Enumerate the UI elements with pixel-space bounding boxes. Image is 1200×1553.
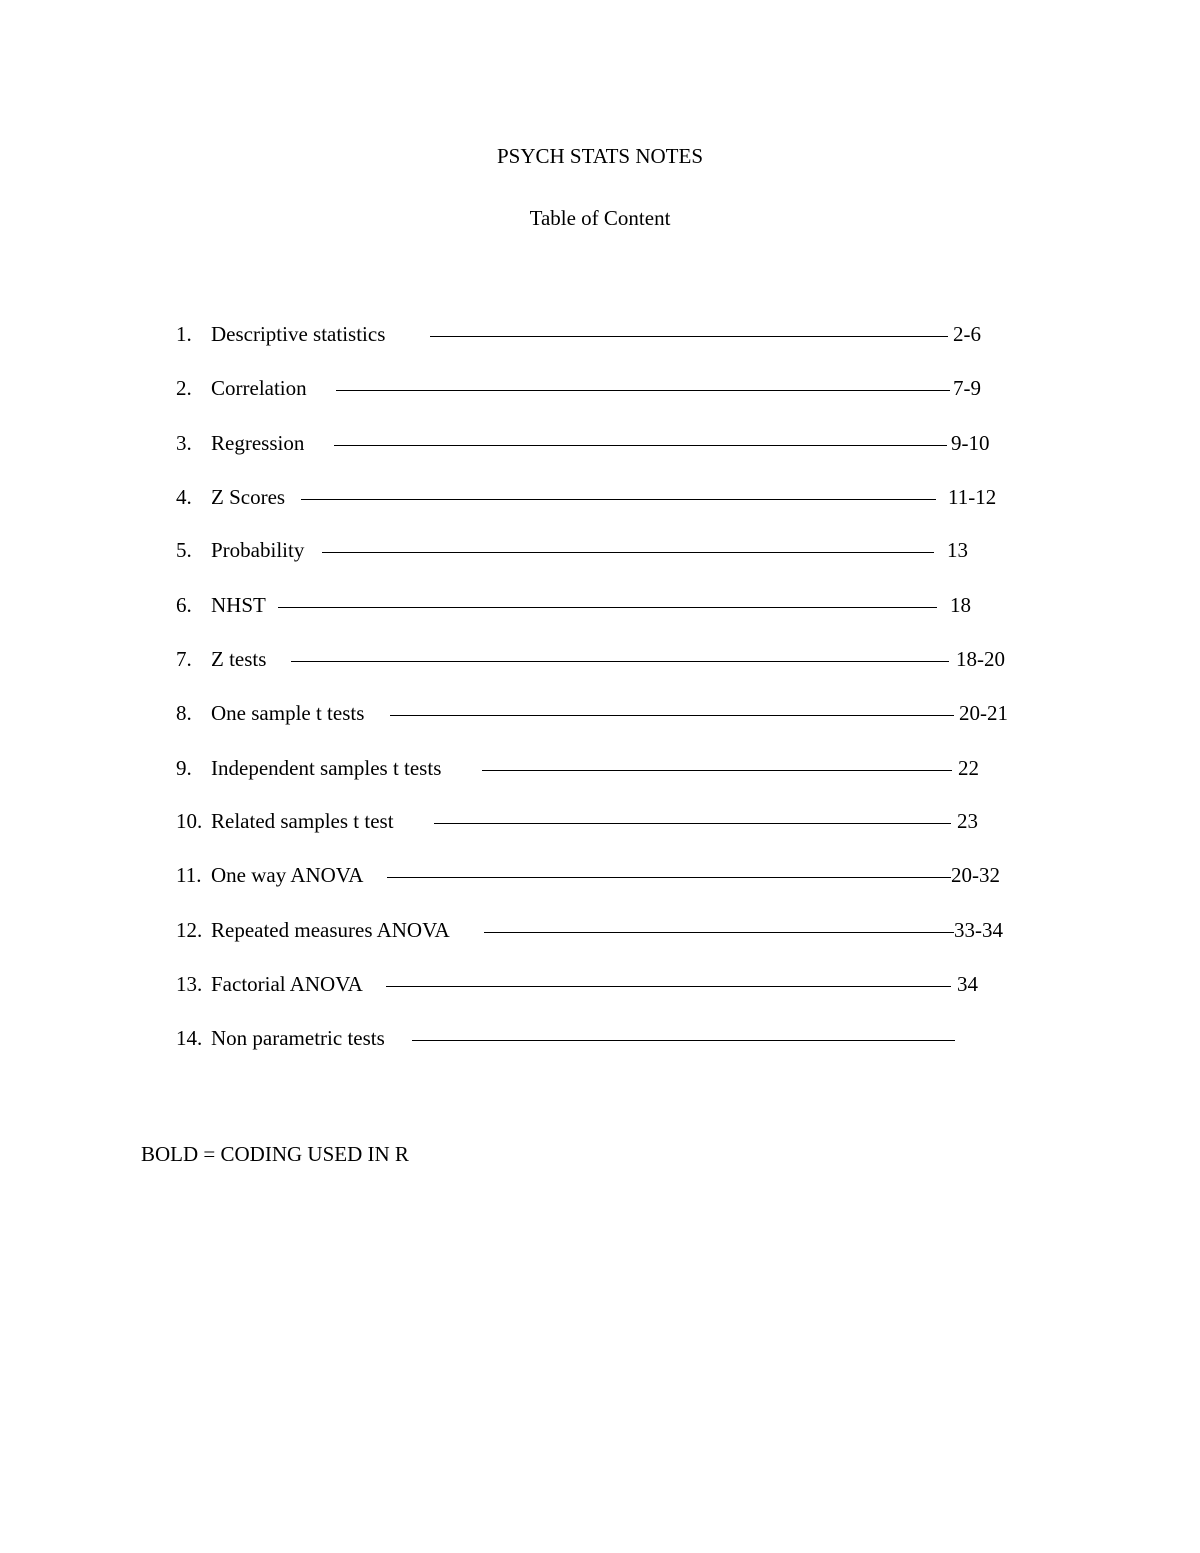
toc-item-number: 10. [176, 809, 203, 833]
toc-item-number: 1. [176, 322, 192, 346]
toc-leader-line [482, 770, 952, 771]
toc-item [0, 590, 1200, 620]
toc-item-label: Factorial ANOVA [211, 972, 363, 996]
toc-item-label: Independent samples t tests [211, 756, 442, 780]
toc-item-number: 11. [176, 863, 202, 887]
toc-item-pages: 33-34 [954, 918, 1003, 942]
toc-item-pages: 9-10 [951, 431, 990, 455]
toc-leader-line [322, 552, 934, 553]
toc-item-pages: 22 [958, 756, 979, 780]
toc-item [0, 482, 1200, 512]
toc-item [0, 915, 1200, 945]
toc-item [0, 1023, 1200, 1053]
toc-item-label: Repeated measures ANOVA [211, 918, 450, 942]
toc-leader-line [278, 607, 937, 608]
toc-leader-line [484, 932, 954, 933]
toc-leader-line [334, 445, 947, 446]
toc-leader-line [387, 877, 951, 878]
toc-item-label: Z tests [211, 647, 267, 671]
toc-item [0, 860, 1200, 890]
toc-leader-line [390, 715, 954, 716]
toc-item-label: One sample t tests [211, 701, 365, 725]
toc-item-number: 7. [176, 647, 192, 671]
toc-item [0, 753, 1200, 783]
document-subtitle: Table of Content [529, 206, 671, 230]
toc-item [0, 428, 1200, 458]
toc-item-label: Non parametric tests [211, 1026, 385, 1050]
toc-item-label: Z Scores [211, 485, 286, 509]
toc-leader-line [291, 661, 949, 662]
toc-item-pages: 7-9 [953, 376, 981, 400]
toc-item-pages: 20-32 [951, 863, 1000, 887]
toc-item-label: Regression [211, 431, 305, 455]
toc-item-number: 4. [176, 485, 192, 509]
toc-leader-line [430, 336, 948, 337]
toc-item-number: 12. [176, 918, 203, 942]
toc-item-pages: 11-12 [948, 485, 997, 509]
toc-item-label: Probability [211, 538, 305, 562]
toc-item-pages: 20-21 [959, 701, 1008, 725]
toc-item-pages: 18 [950, 593, 971, 617]
toc-item [0, 698, 1200, 728]
toc-item-number: 8. [176, 701, 192, 725]
toc-item-number: 9. [176, 756, 192, 780]
document-title: PSYCH STATS NOTES [496, 144, 704, 168]
toc-item-label: Correlation [211, 376, 307, 400]
toc-leader-line [386, 986, 951, 987]
toc-item-number: 14. [176, 1026, 203, 1050]
toc-item-number: 5. [176, 538, 192, 562]
toc-item-pages: 23 [957, 809, 978, 833]
toc-item-number: 13. [176, 972, 203, 996]
toc-item-label: Descriptive statistics [211, 322, 386, 346]
toc-item-label: Related samples t test [211, 809, 394, 833]
toc-item-number: 3. [176, 431, 192, 455]
toc-item-number: 6. [176, 593, 192, 617]
toc-leader-line [301, 499, 936, 500]
legend-note: BOLD = CODING USED IN R [141, 1142, 409, 1166]
toc-item [0, 969, 1200, 999]
toc-item [0, 373, 1200, 403]
toc-item-number: 2. [176, 376, 192, 400]
toc-item [0, 806, 1200, 836]
toc-item-pages: 18-20 [956, 647, 1005, 671]
toc-item [0, 535, 1200, 565]
toc-item-label: NHST [211, 593, 266, 617]
toc-item-label: One way ANOVA [211, 863, 364, 887]
toc-item [0, 319, 1200, 349]
toc-item-pages: 2-6 [953, 322, 981, 346]
toc-item-pages: 34 [957, 972, 978, 996]
toc-item-pages: 13 [947, 538, 968, 562]
toc-item [0, 644, 1200, 674]
toc-leader-line [336, 390, 950, 391]
toc-leader-line [434, 823, 951, 824]
toc-leader-line [412, 1040, 955, 1041]
